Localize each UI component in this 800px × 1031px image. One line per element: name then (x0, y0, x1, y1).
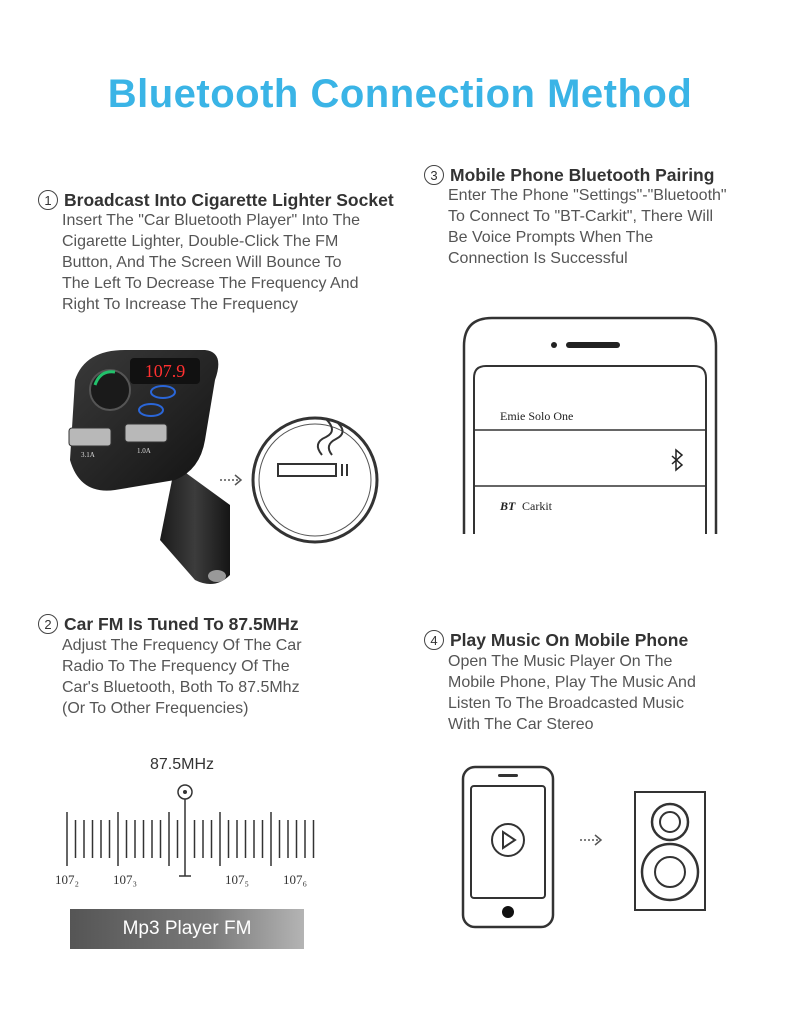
phone-list-item-3-prefix: BT (500, 499, 516, 513)
step-3-number: 3 (424, 165, 444, 185)
step-4-heading (424, 630, 688, 651)
usb-2-label: 1.0A (137, 447, 151, 455)
step-4-number: 4 (424, 630, 444, 650)
phone-music-player (460, 764, 556, 930)
usb-1-label: 3.1A (81, 451, 95, 459)
arrow-icon-2 (578, 830, 608, 850)
step-2-body: Adjust The Frequency Of The Car Radio To The Frequency Of The Car's Bluetooth, Both To 87.5Mhz (Or To Other Frequencies) (62, 637, 302, 717)
fm-tick-label-4: 107₆ (283, 872, 308, 887)
step-1-body: Insert The "Car Bluetooth Player" Into The Cigarette Lighter, Double-Click The FM Button, And The Screen Will Bounce To The Left To Decrease The Frequency And Right To Increase The Frequency (62, 212, 361, 313)
arrow-icon (218, 470, 248, 490)
step-4-title: Play Music On Mobile Phone (450, 630, 689, 650)
step-2-heading (38, 614, 299, 635)
mp3-player-fm-banner: Mp3 Player FM (70, 909, 304, 949)
car-bluetooth-player-image (55, 340, 245, 590)
speaker-icon (633, 790, 707, 912)
step-1-heading (38, 190, 394, 211)
fm-tick-label-2: 107₃ (113, 872, 138, 887)
phone-list-item-3-name: Carkit (522, 499, 552, 513)
step-2-title: Car FM Is Tuned To 87.5MHz (64, 614, 299, 634)
step-1-number: 1 (38, 190, 58, 210)
device-display: 107.9 (144, 361, 186, 381)
fm-tick-label-3: 107₅ (225, 872, 250, 887)
cigarette-icon (250, 415, 380, 545)
fm-frequency-label: 87.5MHz (150, 756, 215, 773)
page-title: Bluetooth Connection Method (107, 72, 693, 116)
step-2-number: 2 (38, 614, 58, 634)
phone-bluetooth-list (462, 316, 718, 536)
bluetooth-icon (672, 450, 682, 470)
fm-tick-label-1: 107₂ (55, 872, 80, 887)
phone-list-item-1: Emie Solo One (500, 409, 574, 423)
fm-tuning-scale (55, 780, 325, 890)
step-4-body: Open The Music Player On The Mobile Phone, Play The Music And Listen To The Broadcasted Music With The Car Stereo (448, 653, 696, 733)
step-3-body: Enter The Phone "Settings"-"Bluetooth" To Connect To "BT-Carkit", There Will Be Voice Prompts When The Connection Is Successful (448, 187, 727, 267)
step-1-title: Broadcast Into Cigarette Lighter Socket (64, 190, 394, 210)
device-button-1 (151, 386, 175, 398)
step-3-title: Mobile Phone Bluetooth Pairing (450, 165, 715, 185)
step-3-heading (424, 165, 714, 186)
device-button-2 (139, 404, 163, 416)
